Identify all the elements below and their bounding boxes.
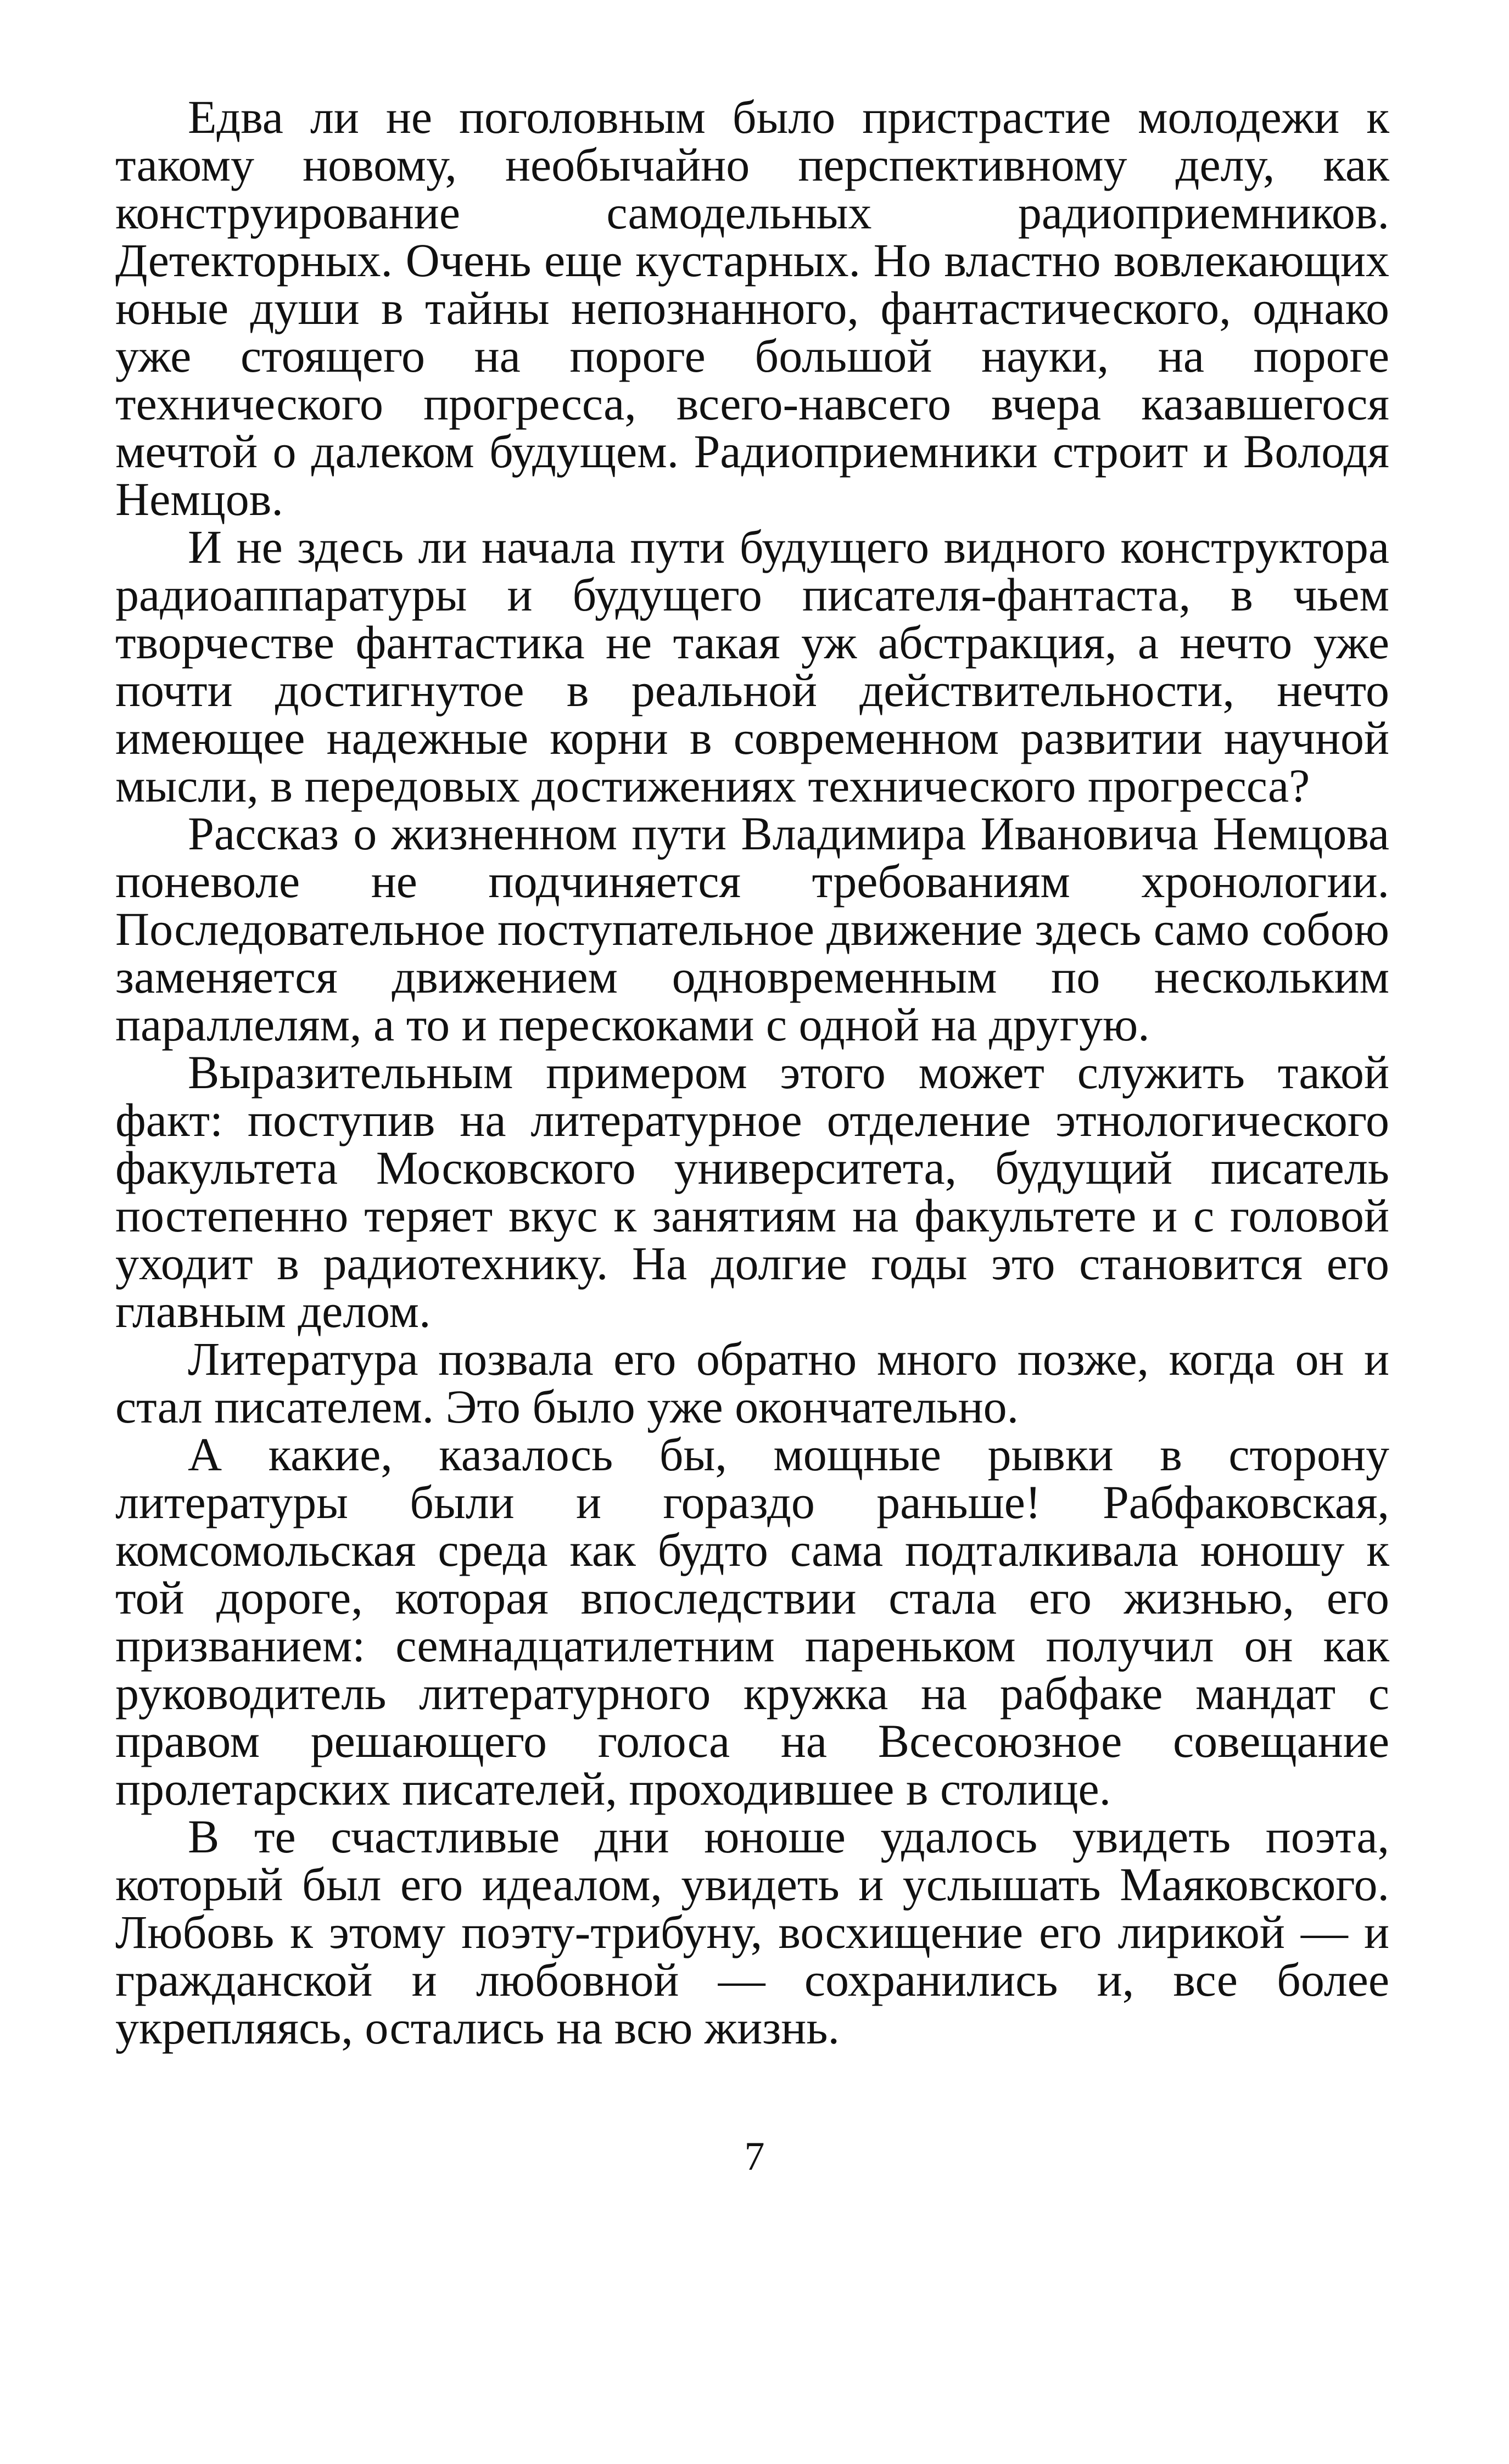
page-number: 7 <box>744 2134 765 2179</box>
paragraph: Едва ли не поголовным было пристрастие молодежи к такому новому, необычайно перспективному делу, как конструирование самодельных радиоприемников. Детекторных. Очень еще кустарных. Но властно вовлекающих юные души в тайны непознанного, фантастического, однако уже стоящего на пороге большой науки, на пороге технического прогресса, всего-навсего вчера казавшегося мечтой о далеком будущем. Радиоприемники строит и Володя Немцов. <box>115 91 1389 525</box>
paragraph: В те счастливые дни юноше удалось увидеть поэта, который был его идеалом, увидеть и услышать Маяковского. Любовь к этому поэту-трибуну, восхищение его лирикой — и гражданской и любовной — сохранились и, все более укрепляясь, остались на всю жизнь. <box>115 1810 1389 2054</box>
paragraph: А какие, казалось бы, мощные рывки в сторону литературы были и гораздо раньше! Рабфаковская, комсомольская среда как будто сама подталкивала юношу к той дороге, которая впоследствии стала его жизнью, его призванием: семнадцатилетним пареньком получил он как руководитель литературного кружка на рабфаке мандат с правом решающего голоса на Всесоюзное совещание пролетарских писателей, проходившее в столице. <box>115 1428 1389 1815</box>
paragraph: Литература позвала его обратно много позже, когда он и стал писателем. Это было уже окончательно. <box>115 1332 1389 1433</box>
paragraph: Рассказ о жизненном пути Владимира Ивановича Немцова поневоле не подчиняется требованиям хронологии. Последовательное поступательное движение здесь само собою заменяется движением одновременным по нескольким параллелям, а то и перескоками с одной на другую. <box>115 807 1389 1051</box>
page-body <box>115 93 1389 2052</box>
paragraph: Выразительным примером этого может служить такой факт: поступив на литературное отделение этнологического факультета Московского университета, будущий писатель постепенно теряет вкус к занятиям на факультете и с головой уходит в радиотехнику. На долгие годы это становится его главным делом. <box>115 1046 1389 1337</box>
paragraph: И не здесь ли начала пути будущего видного конструктора радиоаппаратуры и будущего писателя-фантаста, в чьем творчестве фантастика не такая уж абстракция, а нечто уже почти достигнутое в реальной действительности, нечто имеющее надежные корни в современном развитии научной мысли, в передовых достижениях технического прогресса? <box>115 520 1389 812</box>
